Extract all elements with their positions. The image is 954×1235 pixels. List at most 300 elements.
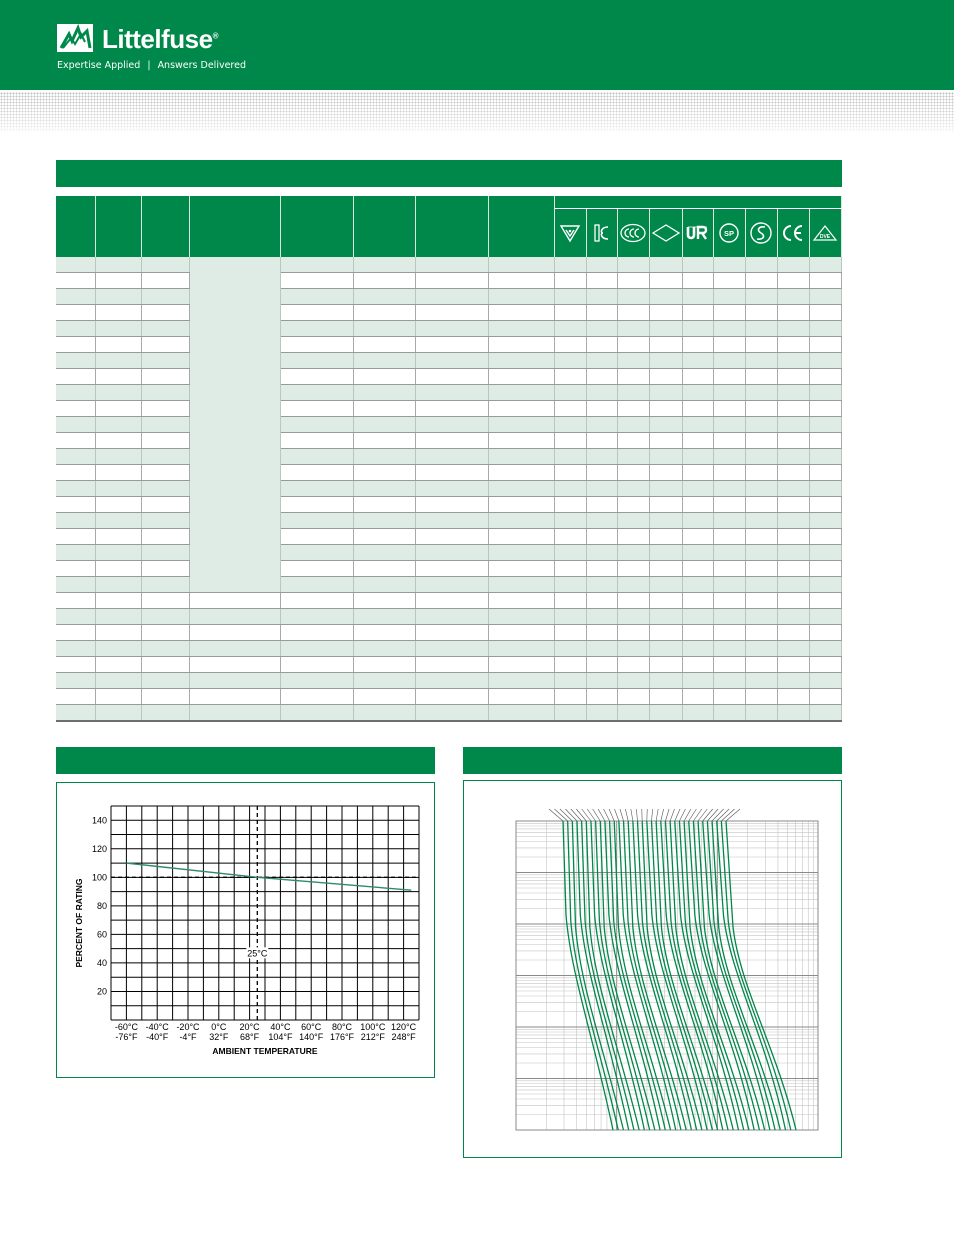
x-tick-label-c: 40°C xyxy=(270,1022,291,1032)
table-cell xyxy=(353,369,415,385)
table-cell xyxy=(488,465,554,481)
table-cell xyxy=(554,337,586,353)
table-cell xyxy=(280,641,353,657)
table-cell xyxy=(353,305,415,321)
table-cell xyxy=(280,513,353,529)
table-cell xyxy=(95,353,141,369)
table-cell xyxy=(95,497,141,513)
tc-leader-line xyxy=(707,809,718,821)
table-cell xyxy=(777,385,809,401)
table-cell xyxy=(56,689,95,705)
table-cell xyxy=(682,305,713,321)
table-cell xyxy=(353,353,415,369)
table-cell xyxy=(56,481,95,497)
table-cell xyxy=(617,689,649,705)
table-cell xyxy=(713,401,745,417)
table-cell xyxy=(617,449,649,465)
table-cell xyxy=(713,641,745,657)
table-cell xyxy=(713,625,745,641)
table-cell xyxy=(777,513,809,529)
table-cell xyxy=(95,625,141,641)
tc-leader-line xyxy=(670,809,674,821)
table-cell xyxy=(488,481,554,497)
table-cell xyxy=(280,689,353,705)
tc-section-bar xyxy=(463,747,842,774)
table-cell xyxy=(713,273,745,289)
table-cell xyxy=(745,369,777,385)
table-cell xyxy=(141,657,189,673)
table-cell xyxy=(617,321,649,337)
table-cell xyxy=(56,561,95,577)
table-cell xyxy=(141,593,189,609)
table-cell xyxy=(415,465,488,481)
table-cell xyxy=(777,257,809,273)
table-cell xyxy=(649,321,682,337)
table-cell xyxy=(617,401,649,417)
table-cell xyxy=(649,305,682,321)
table-cell xyxy=(280,593,353,609)
table-cell xyxy=(280,657,353,673)
dot-pattern-band xyxy=(0,92,954,132)
x-tick-label-f: 140°F xyxy=(299,1032,324,1042)
table-cell xyxy=(95,289,141,305)
table-cell xyxy=(713,465,745,481)
table-cell xyxy=(280,337,353,353)
table-cell xyxy=(586,673,617,689)
table-cell xyxy=(141,417,189,433)
table-cell xyxy=(280,305,353,321)
table-cell xyxy=(488,705,554,721)
table-cell xyxy=(649,257,682,273)
table-row xyxy=(56,353,842,369)
table-cell xyxy=(56,641,95,657)
table-cell xyxy=(141,449,189,465)
table-cell xyxy=(353,545,415,561)
table-cell xyxy=(280,369,353,385)
table-cell xyxy=(56,577,95,593)
table-cell xyxy=(141,465,189,481)
table-cell xyxy=(617,545,649,561)
table-cell xyxy=(141,625,189,641)
table-cell xyxy=(95,321,141,337)
table-cell xyxy=(141,289,189,305)
tc-leader-line xyxy=(679,809,685,821)
table-cell xyxy=(353,689,415,705)
table-cell xyxy=(617,257,649,273)
table-cell xyxy=(280,353,353,369)
table-cell xyxy=(777,529,809,545)
table-cell xyxy=(809,257,841,273)
table-cell xyxy=(415,417,488,433)
table-cell xyxy=(713,657,745,673)
table-cell xyxy=(280,577,353,593)
table-cell xyxy=(809,561,841,577)
table-cell xyxy=(809,497,841,513)
table-cell xyxy=(809,609,841,625)
ur-mark-icon xyxy=(682,208,713,257)
table-cell xyxy=(649,465,682,481)
table-cell xyxy=(554,513,586,529)
y-tick-label: 40 xyxy=(96,957,107,968)
table-cell xyxy=(809,481,841,497)
table-cell xyxy=(713,449,745,465)
table-section-bar xyxy=(56,160,842,187)
table-cell xyxy=(353,673,415,689)
table-cell xyxy=(586,337,617,353)
csa-mark-icon xyxy=(713,208,745,257)
table-cell xyxy=(280,561,353,577)
table-cell xyxy=(554,353,586,369)
table-cell xyxy=(353,609,415,625)
table-cell xyxy=(95,273,141,289)
table-cell xyxy=(745,385,777,401)
table-cell xyxy=(554,593,586,609)
table-cell xyxy=(554,433,586,449)
table-cell xyxy=(809,449,841,465)
table-cell xyxy=(649,625,682,641)
table-cell xyxy=(713,305,745,321)
table-row xyxy=(56,625,842,641)
pse-diamond-icon xyxy=(649,208,682,257)
table-cell xyxy=(809,657,841,673)
table-cell xyxy=(649,577,682,593)
x-tick-label-c: -20°C xyxy=(176,1022,200,1032)
table-cell xyxy=(95,705,141,721)
table-cell xyxy=(713,321,745,337)
table-cell xyxy=(280,257,353,273)
tc-leader-line xyxy=(651,809,652,821)
table-cell xyxy=(649,545,682,561)
table-cell xyxy=(56,529,95,545)
table-cell xyxy=(682,609,713,625)
table-cell xyxy=(617,641,649,657)
table-row xyxy=(56,545,842,561)
table-cell xyxy=(745,625,777,641)
derating-section-bar xyxy=(56,747,435,774)
x-tick-label-c: 80°C xyxy=(331,1022,353,1032)
y-axis-title: PERCENT OF RATING xyxy=(74,878,84,968)
tc-leader-line xyxy=(693,809,701,821)
table-cell xyxy=(713,385,745,401)
table-cell xyxy=(189,609,280,625)
table-cell xyxy=(488,625,554,641)
table-cell xyxy=(415,433,488,449)
y-tick-label: 100 xyxy=(91,872,107,883)
table-cell xyxy=(809,513,841,529)
table-cell xyxy=(777,641,809,657)
table-cell xyxy=(95,641,141,657)
table-cell xyxy=(649,641,682,657)
x-tick-label-c: 0°C xyxy=(211,1022,227,1032)
table-cell xyxy=(280,433,353,449)
table-row xyxy=(56,257,842,273)
table-cell xyxy=(617,305,649,321)
table-cell xyxy=(554,481,586,497)
table-cell xyxy=(554,609,586,625)
table-cell xyxy=(649,353,682,369)
table-cell xyxy=(745,497,777,513)
table-cell xyxy=(415,385,488,401)
table-cell xyxy=(56,673,95,689)
table-cell xyxy=(713,337,745,353)
table-cell xyxy=(682,577,713,593)
table-cell xyxy=(95,401,141,417)
table-cell xyxy=(353,321,415,337)
table-cell xyxy=(682,433,713,449)
table-cell xyxy=(682,449,713,465)
table-cell xyxy=(809,577,841,593)
table-cell xyxy=(56,289,95,305)
y-tick-label: 20 xyxy=(96,986,107,997)
table-cell xyxy=(353,513,415,529)
table-cell xyxy=(488,369,554,385)
table-cell xyxy=(554,577,586,593)
table-cell xyxy=(353,401,415,417)
table-cell xyxy=(809,545,841,561)
table-cell xyxy=(415,545,488,561)
table-cell xyxy=(141,641,189,657)
table-cell xyxy=(415,273,488,289)
table-row xyxy=(56,641,842,657)
table-cell xyxy=(617,657,649,673)
table-cell xyxy=(649,497,682,513)
table-cell xyxy=(713,689,745,705)
table-cell xyxy=(488,561,554,577)
table-cell xyxy=(554,449,586,465)
table-cell xyxy=(415,321,488,337)
table-cell xyxy=(56,545,95,561)
table-cell xyxy=(189,625,280,641)
table-row xyxy=(56,657,842,673)
table-cell xyxy=(95,545,141,561)
table-cell xyxy=(56,305,95,321)
table-cell xyxy=(95,369,141,385)
table-cell xyxy=(554,641,586,657)
table-cell xyxy=(488,321,554,337)
table-cell xyxy=(488,353,554,369)
table-cell xyxy=(682,289,713,305)
table-cell xyxy=(586,257,617,273)
table-row xyxy=(56,289,842,305)
table-cell xyxy=(617,705,649,721)
table-cell xyxy=(95,305,141,321)
table-cell xyxy=(777,593,809,609)
table-cell xyxy=(488,305,554,321)
table-cell xyxy=(682,657,713,673)
svg-text:SP: SP xyxy=(724,228,735,238)
table-cell xyxy=(649,481,682,497)
table-cell xyxy=(586,609,617,625)
table-row xyxy=(56,609,842,625)
table-cell xyxy=(713,673,745,689)
table-cell xyxy=(189,689,280,705)
table-cell xyxy=(586,593,617,609)
table-cell xyxy=(777,673,809,689)
table-cell xyxy=(95,673,141,689)
table-cell xyxy=(649,689,682,705)
table-cell xyxy=(617,417,649,433)
table-cell xyxy=(586,689,617,705)
x-tick-label-f: 104°F xyxy=(268,1032,293,1042)
table-cell xyxy=(682,321,713,337)
table-cell xyxy=(809,641,841,657)
table-cell xyxy=(745,337,777,353)
tc-leader-line xyxy=(661,809,664,821)
table-cell xyxy=(682,369,713,385)
x-tick-label-f: 68°F xyxy=(240,1032,260,1042)
table-cell xyxy=(353,433,415,449)
table-cell xyxy=(809,673,841,689)
table-cell xyxy=(777,433,809,449)
table-cell xyxy=(745,513,777,529)
table-cell xyxy=(488,417,554,433)
y-tick-label: 60 xyxy=(96,929,107,940)
table-cell xyxy=(617,353,649,369)
table-cell xyxy=(586,273,617,289)
table-cell xyxy=(617,273,649,289)
col-header xyxy=(280,196,353,257)
table-cell xyxy=(777,417,809,433)
table-cell xyxy=(415,609,488,625)
table-cell xyxy=(353,705,415,721)
table-cell xyxy=(777,353,809,369)
derating-chart-panel xyxy=(56,782,435,1078)
table-cell xyxy=(649,657,682,673)
table-cell xyxy=(586,401,617,417)
table-row xyxy=(56,529,842,545)
table-cell xyxy=(809,417,841,433)
table-cell xyxy=(280,481,353,497)
table-cell xyxy=(745,273,777,289)
table-cell xyxy=(586,705,617,721)
table-cell xyxy=(554,417,586,433)
s-mark-icon xyxy=(745,208,777,257)
table-cell xyxy=(777,609,809,625)
table-cell xyxy=(415,705,488,721)
table-cell xyxy=(415,337,488,353)
table-cell xyxy=(353,577,415,593)
table-row xyxy=(56,673,842,689)
table-cell xyxy=(56,385,95,401)
table-cell xyxy=(713,481,745,497)
table-cell xyxy=(189,705,280,721)
table-cell xyxy=(95,689,141,705)
table-row xyxy=(56,337,842,353)
table-cell xyxy=(280,497,353,513)
table-cell xyxy=(415,497,488,513)
table-cell xyxy=(56,705,95,721)
x-axis-title: AMBIENT TEMPERATURE xyxy=(212,1046,318,1056)
table-cell xyxy=(554,545,586,561)
table-cell xyxy=(141,577,189,593)
table-cell xyxy=(554,369,586,385)
table-cell xyxy=(554,289,586,305)
table-cell xyxy=(617,481,649,497)
table-cell xyxy=(682,625,713,641)
table-cell xyxy=(745,673,777,689)
table-cell xyxy=(682,481,713,497)
table-cell xyxy=(141,689,189,705)
x-tick-label-c: -40°C xyxy=(145,1022,169,1032)
table-cell xyxy=(141,705,189,721)
page-header xyxy=(0,0,954,90)
table-cell xyxy=(353,497,415,513)
table-body xyxy=(56,257,842,721)
time-current-chart xyxy=(464,781,841,1157)
y-tick-label: 140 xyxy=(91,815,107,826)
table-cell xyxy=(745,641,777,657)
table-cell xyxy=(777,369,809,385)
table-cell xyxy=(56,513,95,529)
table-cell xyxy=(95,593,141,609)
table-cell xyxy=(415,641,488,657)
table-cell xyxy=(95,481,141,497)
table-cell xyxy=(554,305,586,321)
table-cell xyxy=(745,401,777,417)
table-cell xyxy=(586,305,617,321)
tc-leader-line xyxy=(604,809,610,821)
table-cell xyxy=(809,689,841,705)
table-cell xyxy=(280,673,353,689)
table-cell xyxy=(777,561,809,577)
table-cell xyxy=(586,497,617,513)
table-cell xyxy=(56,273,95,289)
table-cell xyxy=(415,625,488,641)
table-row xyxy=(56,321,842,337)
table-cell xyxy=(777,337,809,353)
table-cell xyxy=(141,609,189,625)
table-cell xyxy=(745,481,777,497)
table-cell xyxy=(713,593,745,609)
table-cell xyxy=(141,529,189,545)
table-cell xyxy=(617,465,649,481)
table-row xyxy=(56,593,842,609)
table-cell xyxy=(415,577,488,593)
table-cell xyxy=(745,561,777,577)
table-cell xyxy=(649,449,682,465)
table-cell xyxy=(95,257,141,273)
col-header xyxy=(488,196,554,257)
table-cell xyxy=(586,641,617,657)
table-cell xyxy=(554,497,586,513)
table-cell xyxy=(682,641,713,657)
table-cell xyxy=(586,545,617,561)
table-cell xyxy=(415,561,488,577)
x-tick-label-f: 212°F xyxy=(360,1032,385,1042)
table-cell xyxy=(586,481,617,497)
table-cell xyxy=(141,337,189,353)
table-cell xyxy=(586,625,617,641)
table-cell xyxy=(777,577,809,593)
table-cell xyxy=(809,321,841,337)
table-row xyxy=(56,513,842,529)
table-cell xyxy=(745,545,777,561)
table-cell xyxy=(488,257,554,273)
table-cell xyxy=(141,497,189,513)
table-cell xyxy=(415,657,488,673)
table-cell xyxy=(554,529,586,545)
table-cell xyxy=(353,449,415,465)
table-cell xyxy=(745,577,777,593)
table-cell xyxy=(586,385,617,401)
ratings-table xyxy=(56,196,842,722)
table-cell xyxy=(586,529,617,545)
table-cell xyxy=(56,401,95,417)
table-cell xyxy=(745,417,777,433)
table-cell xyxy=(809,529,841,545)
table-cell xyxy=(488,337,554,353)
table-cell xyxy=(777,305,809,321)
